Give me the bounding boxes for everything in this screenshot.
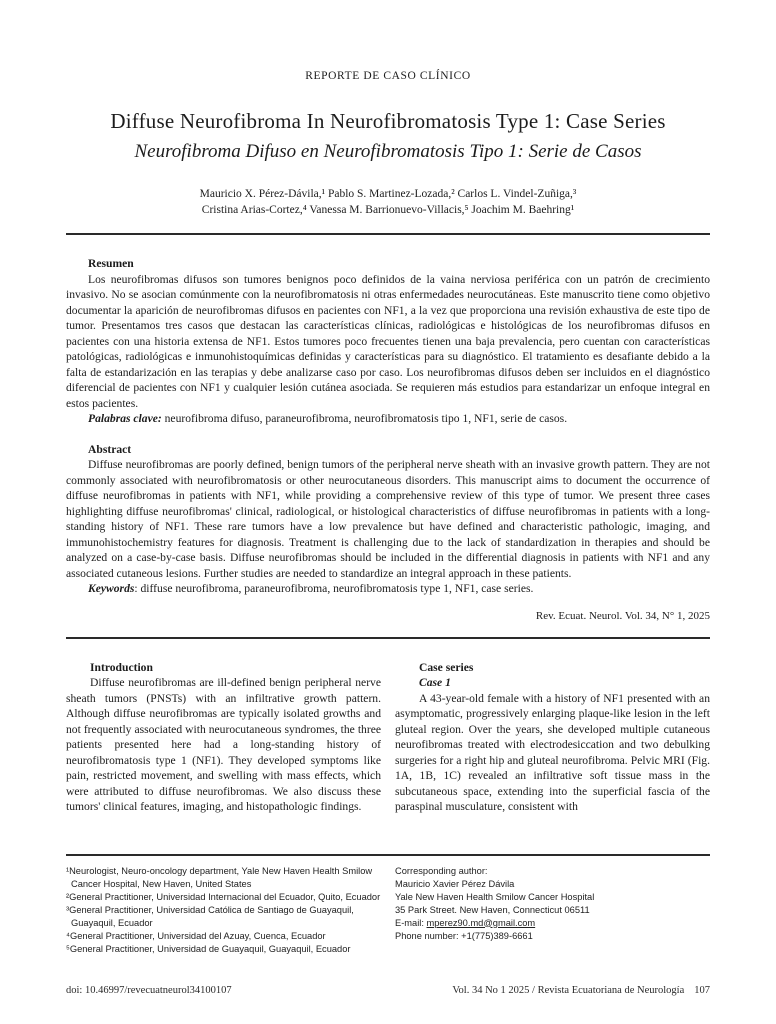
introduction-column [66, 660, 381, 850]
affiliation-note-1: ¹Neurologist, Neuro-oncology department, Yale New Haven Health Smilow Cancer Hospital, New Haven, United States [66, 865, 373, 889]
footer-doi: doi: 10.46997/revecuatneurol34100107 [66, 985, 232, 996]
article-title-spanish: Neurofibroma Difuso en Neurofibromatosis Tipo 1: Serie de Casos [134, 141, 642, 162]
resumen-section [66, 256, 710, 427]
abstract-keywords-line [66, 581, 710, 597]
footer-volume: Vol. 34 No 1 2025 / Revista Ecuatoriana de Neurología [452, 985, 685, 996]
affiliation-note-2: ²General Practitioner, Universidad Internacional del Ecuador, Quito, Ecuador [66, 891, 381, 902]
affiliation-note-3: ³General Practitioner, Universidad Católica de Santiago de Guayaquil, Guayaquil, Ecuador [66, 904, 354, 928]
introduction-heading: Introduction [90, 660, 153, 674]
article-title-english: Diffuse Neurofibroma In Neurofibromatosis Type 1: Case Series [110, 109, 666, 133]
affiliations-block [66, 865, 381, 956]
authors-block [66, 186, 710, 218]
case-series-heading: Case series [419, 660, 474, 674]
affiliation-note-4: ⁴General Practitioner, Universidad del Azuay, Cuenca, Ecuador [66, 930, 326, 941]
footer-volume-line [452, 985, 710, 996]
page-footer [66, 985, 710, 996]
corresponding-hospital: Yale New Haven Health Smilow Cancer Hospital [395, 891, 595, 902]
footer-page-number: 107 [694, 985, 710, 996]
header-divider [66, 233, 710, 235]
resumen-heading: Resumen [88, 257, 134, 270]
resumen-keywords-text: neurofibroma difuso, paraneurofibroma, neurofibromatosis tipo 1, NF1, serie de casos. [161, 412, 568, 425]
corresponding-label: Corresponding author: [395, 865, 488, 876]
resumen-keywords-line [66, 411, 710, 427]
email-link[interactable]: mperez90.md@gmail.com [426, 917, 536, 928]
abstract-keywords-text: : diffuse neurofibroma, paraneurofibroma, neurofibromatosis type 1, NF1, case series. [134, 582, 534, 595]
abstract-section [66, 442, 710, 597]
abstract-body: Diffuse neurofibromas are poorly defined, benign tumors of the peripheral nerve sheath with an invasive growth pattern. They are not commonly associated with neurofibromatosis or other neurocutaneous disorders. This manuscript aims to document the occurrence of diffuse neurofibromas in patients with NF1, while providing a comprehensive review of this type of tumor. We present three cases highlighting diffuse neurofibromas' clinical, radiological, or histological characteristics of diffuse neurofibromas in patients with a long-standing history of NF1. These rare tumors have a low prevalence but have defined and characteristic pathologic, imaging, and immunohistochemistry features for diagnosis. Treatment is challenging due to the lack of standardization in therapies and should be analyzed on a case-by-case basis. Diffuse neurofibromas should be included in the differential diagnosis in patients with NF1 and any associated cutaneous lesions. Further studies are needed to standardize an integral approach in these patients. [66, 458, 710, 580]
footnote-divider [66, 854, 710, 856]
affiliation-note-5: ⁵General Practitioner, Universidad de Guayaquil, Guayaquil, Ecuador [66, 943, 351, 954]
corresponding-email-line [395, 917, 710, 930]
corresponding-address: 35 Park Street. New Haven, Connecticut 06511 [395, 904, 590, 915]
case-1-body: A 43-year-old female with a history of NF1 presented with an asymptomatic, progressively enlarging plaque-like lesion in the left gluteal region. Over the years, she developed multiple cutaneous neurofibromas treated with electrodesiccation and two debulking surgeries for a right hip and gluteal neurofibroma. Pelvic MRI (Fig. 1A, 1B, 1C) revealed an infiltrative soft tissue mass in the subcutaneous space, extending into the superficial fascia of the paraspinal musculature, consistent with [395, 691, 710, 813]
corresponding-name: Mauricio Xavier Pérez Dávila [395, 878, 515, 889]
email-label: E-mail: [395, 917, 427, 928]
corresponding-author-block [395, 865, 710, 956]
case-1-heading: Case 1 [419, 676, 451, 689]
authors-line-2: Cristina Arias-Cortez,⁴ Vanessa M. Barrionuevo-Villacis,⁵ Joachim M. Baehring¹ [201, 204, 575, 216]
resumen-keywords-label: Palabras clave: [88, 412, 162, 425]
abstract-keywords-label: Keywords [88, 582, 135, 595]
article-body [66, 660, 710, 850]
abstract-heading: Abstract [88, 442, 132, 456]
journal-reference: Rev. Ecuat. Neurol. Vol. 34, N° 1, 2025 [535, 609, 710, 622]
authors-line-1: Mauricio X. Pérez-Dávila,¹ Pablo S. Martinez-Lozada,² Carlos L. Vindel-Zuñiga,³ [199, 188, 577, 200]
case-series-column [395, 660, 710, 850]
introduction-body: Diffuse neurofibromas are ill-defined benign peripheral nerve sheath tumors (PNSTs) with an infiltrative growth pattern. Although diffuse neurofibromas are typically isolated growths and not frequently associated with neurocutaneous syndromes, the three patients presented here had a long-standing history of neurofibromatosis type 1 (NF1). They developed symptoms like pain, restricted movement, and swelling with mass effects, which were attributed to diffuse neurofibromas. We also discuss these tumors' clinical features, imaging, and histopathologic findings. [66, 676, 381, 813]
corresponding-phone: Phone number: +1(775)389-6661 [395, 930, 533, 941]
resumen-body: Los neurofibromas difusos son tumores benignos poco definidos de la vaina nerviosa periférica con un patrón de crecimiento invasivo. No se asocian comúnmente con la neurofibromatosis ni otras enfermedades neurocutáneas. Este manuscrito tiene como objetivo documentar la aparición de neurofibromas difusos en pacientes con NF1, a la vez que proporciona una revisión exhaustiva de este tipo de tumor. Presentamos tres casos que destacan las características clínicas, radiológicas e histológicas de los neurofibromas difusos en pacientes con una historia extensa de NF1. Estos tumores poco frecuentes tienen una baja prevalencia, pero cuentan con características patológicas, radiológicas e inmunohistoquímicas definidas y características para su diagnóstico. El tratamiento es desafiante debido a la falta de estandarización en las terapias y debe analizarse caso por caso. Los neurofibromas difusos deben ser incluidos en el diagnóstico diferencial de pacientes con NF1 y cualquier lesión cutánea asociada. Se requieren más estudios para estandarizar un enfoque integral en estos pacientes. [66, 272, 710, 410]
abstract-divider [66, 637, 710, 639]
article-category: REPORTE DE CASO CLÍNICO [305, 70, 471, 82]
footnotes-section [66, 865, 710, 956]
